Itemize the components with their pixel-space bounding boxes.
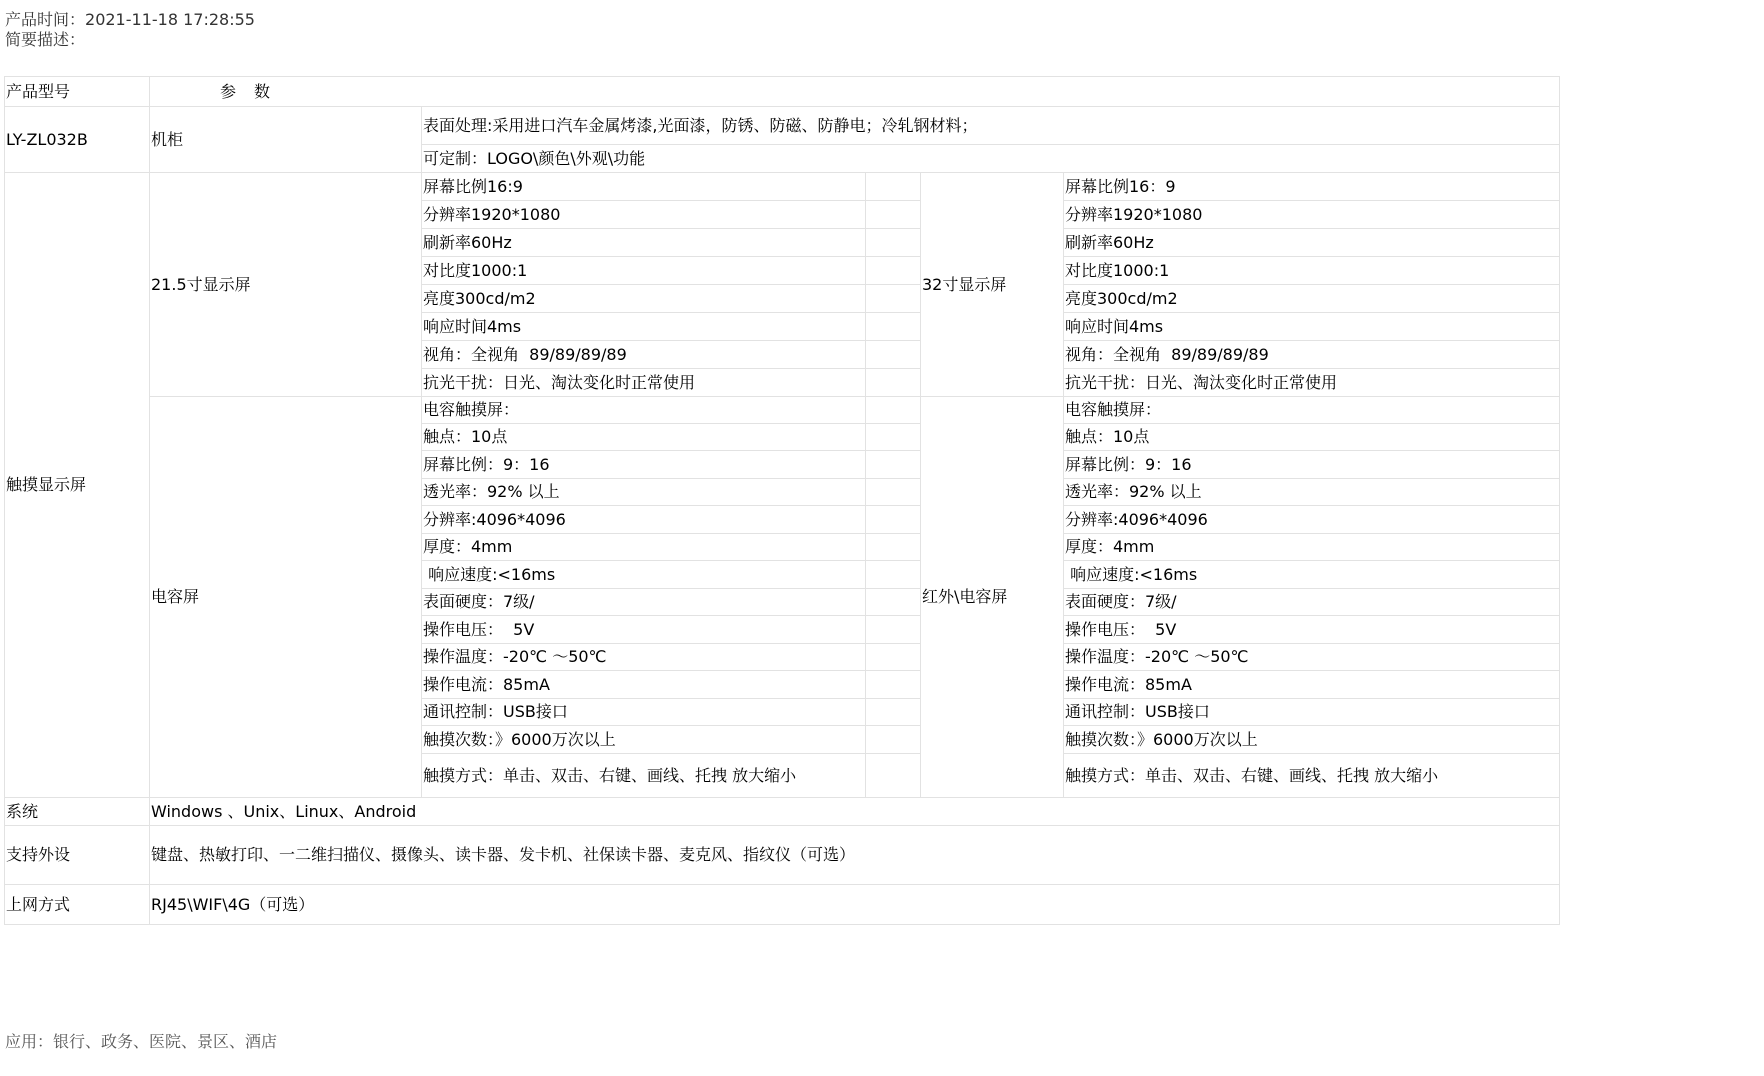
touch-right-spec: 响应速度:<16ms [1064, 561, 1560, 589]
os-label: 系统 [5, 798, 150, 826]
touch-left-spec: 触点：10点 [422, 424, 866, 451]
touch-right-spec: 操作温度：-20℃ ～50℃ [1064, 644, 1560, 671]
empty-cell [866, 506, 921, 534]
display-right-spec: 亮度300cd/m2 [1064, 285, 1560, 313]
touch-right-spec: 操作电压： 5V [1064, 616, 1560, 644]
os-value: Windows 、Unix、Linux、Android [150, 798, 1560, 826]
table-row [5, 397, 1560, 424]
touch-left-spec: 电容触摸屏： [422, 397, 866, 424]
display-right-spec: 响应时间4ms [1064, 313, 1560, 341]
touch-left-label: 电容屏 [150, 397, 422, 798]
empty-cell [866, 285, 921, 313]
display-left-spec: 响应时间4ms [422, 313, 866, 341]
empty-cell [866, 313, 921, 341]
cabinet-label: 机柜 [150, 107, 422, 173]
column-header-parameters [150, 77, 1560, 107]
table-row [5, 107, 1560, 145]
cabinet-spec-surface: 表面处理:采用进口汽车金属烤漆,光面漆，防锈、防磁、防静电；冷轧钢材料； [422, 107, 1560, 145]
touch-left-spec: 通讯控制：USB接口 [422, 699, 866, 726]
network-value: RJ45\WIF\4G（可选） [150, 885, 1560, 925]
touch-left-spec: 屏幕比例：9：16 [422, 451, 866, 479]
cabinet-spec-custom: 可定制：LOGO\颜色\外观\功能 [422, 145, 1560, 173]
display-right-spec: 对比度1000:1 [1064, 257, 1560, 285]
column-header-model: 产品型号 [5, 77, 150, 107]
peripherals-label: 支持外设 [5, 826, 150, 885]
touch-left-spec: 触摸次数：》6000万次以上 [422, 726, 866, 754]
brief-description-label: 简要描述： [5, 30, 86, 49]
touch-right-spec: 触点：10点 [1064, 424, 1560, 451]
table-row [5, 826, 1560, 885]
empty-cell [866, 644, 921, 671]
product-time [5, 10, 255, 30]
touch-left-spec: 分辨率:4096*4096 [422, 506, 866, 534]
touch-right-spec: 触摸次数：》6000万次以上 [1064, 726, 1560, 754]
empty-cell [866, 341, 921, 369]
empty-cell [866, 479, 921, 506]
touch-right-label: 红外\电容屏 [921, 397, 1064, 798]
touch-left-spec: 透光率：92% 以上 [422, 479, 866, 506]
touch-right-spec: 分辨率:4096*4096 [1064, 506, 1560, 534]
table-row [5, 885, 1560, 925]
touch-left-spec: 操作电流：85mA [422, 671, 866, 699]
display-left-spec: 刷新率60Hz [422, 229, 866, 257]
display-right-spec: 屏幕比例16：9 [1064, 173, 1560, 201]
touch-right-spec: 屏幕比例：9：16 [1064, 451, 1560, 479]
product-time-value: 2021-11-18 17:28:55 [85, 10, 255, 29]
touch-right-spec: 厚度：4mm [1064, 534, 1560, 561]
display-left-spec: 分辨率1920*1080 [422, 201, 866, 229]
touch-left-spec: 操作电压： 5V [422, 616, 866, 644]
table-row [5, 798, 1560, 826]
empty-cell [866, 229, 921, 257]
touch-display-label: 触摸显示屏 [5, 173, 150, 798]
display-left-spec: 抗光干扰：日光、淘汰变化时正常使用 [422, 369, 866, 397]
touch-right-spec: 通讯控制：USB接口 [1064, 699, 1560, 726]
empty-cell [866, 699, 921, 726]
params-header-char-1: 参 [220, 81, 237, 101]
touch-right-spec: 触摸方式：单击、双击、右键、画线、托拽 放大缩小 [1064, 754, 1560, 798]
params-header-char-2: 数 [254, 81, 271, 101]
empty-cell [866, 589, 921, 616]
display-left-spec: 亮度300cd/m2 [422, 285, 866, 313]
empty-cell [866, 201, 921, 229]
display-right-spec: 抗光干扰：日光、淘汰变化时正常使用 [1064, 369, 1560, 397]
touch-right-spec: 操作电流：85mA [1064, 671, 1560, 699]
display-left-spec: 对比度1000:1 [422, 257, 866, 285]
empty-cell [866, 424, 921, 451]
touch-right-spec: 表面硬度：7级/ [1064, 589, 1560, 616]
applications-text: 应用：银行、政务、医院、景区、酒店 [5, 1032, 278, 1051]
touch-left-spec: 触摸方式：单击、双击、右键、画线、托拽 放大缩小 [422, 754, 866, 798]
empty-cell [866, 173, 921, 201]
touch-left-spec: 表面硬度：7级/ [422, 589, 866, 616]
peripherals-value: 键盘、热敏打印、一二维扫描仪、摄像头、读卡器、发卡机、社保读卡器、麦克风、指纹仪（可选） [150, 826, 1560, 885]
spec-table [4, 76, 1560, 925]
empty-cell [866, 754, 921, 798]
table-header-row [5, 77, 1560, 107]
display-left-spec: 视角：全视角 89/89/89/89 [422, 341, 866, 369]
product-time-label: 产品时间： [5, 10, 86, 29]
empty-cell [866, 616, 921, 644]
model-cell: LY-ZL032B [5, 107, 150, 173]
touch-left-spec: 响应速度:<16ms [422, 561, 866, 589]
display-left-spec: 屏幕比例16:9 [422, 173, 866, 201]
touch-right-spec: 电容触摸屏： [1064, 397, 1560, 424]
empty-cell [866, 561, 921, 589]
display-left-label: 21.5寸显示屏 [150, 173, 422, 397]
empty-cell [866, 451, 921, 479]
empty-cell [866, 257, 921, 285]
network-label: 上网方式 [5, 885, 150, 925]
empty-cell [866, 534, 921, 561]
touch-left-spec: 操作温度：-20℃ ～50℃ [422, 644, 866, 671]
empty-cell [866, 397, 921, 424]
display-right-spec: 刷新率60Hz [1064, 229, 1560, 257]
display-right-spec: 视角：全视角 89/89/89/89 [1064, 341, 1560, 369]
empty-cell [866, 369, 921, 397]
table-row [5, 173, 1560, 201]
display-right-spec: 分辨率1920*1080 [1064, 201, 1560, 229]
empty-cell [866, 671, 921, 699]
display-right-label: 32寸显示屏 [921, 173, 1064, 397]
touch-left-spec: 厚度：4mm [422, 534, 866, 561]
touch-right-spec: 透光率：92% 以上 [1064, 479, 1560, 506]
empty-cell [866, 726, 921, 754]
